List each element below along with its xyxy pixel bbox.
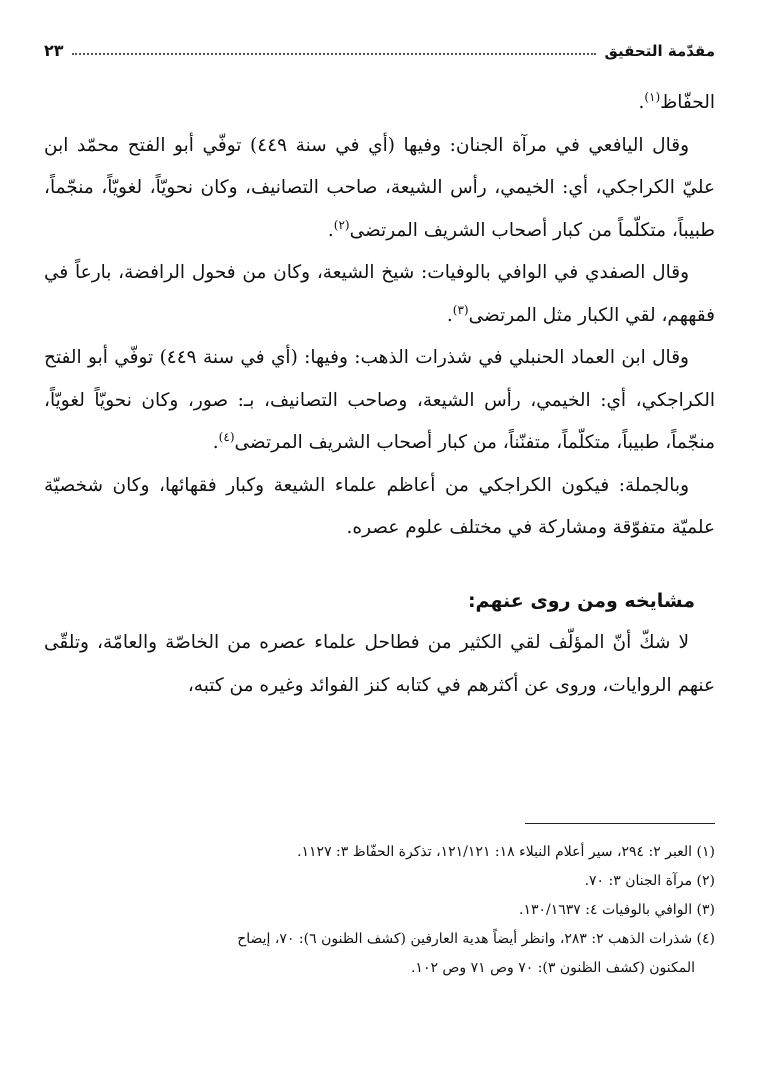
header-title: مقدّمة التحقيق bbox=[604, 42, 715, 60]
footnote-1: (١) العبر ٢: ٢٩٤، سير أعلام النبلاء ١٨: ١٢١/١٢١، تذكرة الحفّاظ ٣: ١١٢٧. bbox=[297, 844, 715, 860]
running-header bbox=[44, 34, 715, 60]
paragraph-text: الحفّاظ bbox=[660, 92, 715, 113]
footnote-ref: (٢) bbox=[333, 217, 350, 232]
section-gap bbox=[44, 550, 715, 580]
paragraph-end: . bbox=[638, 92, 645, 113]
paragraph-3 bbox=[44, 252, 715, 337]
footnote-ref: (٣) bbox=[452, 302, 469, 317]
paragraph-text: وقال الصفدي في الوافي بالوفيات: شيخ الشيعة، وكان من فحول الرافضة، بارعاً في فقههم، لقي الكبار مثل المرتضى bbox=[44, 262, 715, 326]
footnote-separator bbox=[525, 823, 715, 824]
paragraph-4 bbox=[44, 337, 715, 465]
section-heading: مشايخه ومن روى عنهم: bbox=[467, 589, 695, 612]
header-dot-leader bbox=[72, 53, 597, 55]
paragraph-2 bbox=[44, 125, 715, 253]
paragraph-1 bbox=[44, 82, 715, 125]
main-text bbox=[44, 82, 715, 707]
paragraph-text: وبالجملة: فيكون الكراجكي من أعاظم علماء الشيعة وكبار فقهائها، وكان شخصيّة علميّة متفوّقة ومشاركة في مختلف علوم عصره. bbox=[44, 474, 715, 538]
section-paragraph: لا شكّ أنّ المؤلّف لقي الكثير من فطاحل علماء عصره من الخاصّة والعامّة، وتلقّى عنهم الروايات، وروى عن أكثرهم في كتابه كنز الفوائد وغيره من كتبه، bbox=[44, 632, 715, 696]
footnote-2: (٢) مرآة الجنان ٣: ٧٠. bbox=[584, 873, 715, 889]
footnote-3: (٣) الوافي بالوفيات ٤: ١٣٠/١٦٣٧. bbox=[519, 902, 715, 918]
footnotes bbox=[44, 838, 715, 983]
footnote-4: (٤) شذرات الذهب ٢: ٢٨٣، وانظر أيضاً هدية العارفين (كشف الظنون ٦): ٧٠، إيضاح bbox=[237, 931, 715, 947]
paragraph-end: . bbox=[212, 432, 219, 453]
footnote-ref: (١) bbox=[644, 89, 661, 104]
footnote-ref: (٤) bbox=[218, 429, 235, 444]
footnote-4-continuation: المكنون (كشف الظنون ٣): ٧٠ وص ٧١ وص ١٠٢. bbox=[410, 960, 695, 976]
paragraph-text: وقال اليافعي في مرآة الجنان: وفيها (أي في سنة ٤٤٩) توفّي أبو الفتح محمّد ابن عليّ الكراجكي، أي: الخيمي، رأس الشيعة، صاحب التصانيف، وكان نحويّاً، لغويّاً، منجّماً، طبيباً، متكلّماً من كبار أصحاب الشريف المرتضى bbox=[44, 134, 715, 241]
paragraph-end: . bbox=[327, 219, 334, 241]
paragraph-5 bbox=[44, 465, 715, 550]
paragraph-text: وقال ابن العماد الحنبلي في شذرات الذهب: وفيها: (أي في سنة ٤٤٩) توفّي أبو الفتح الكراجكي، أي: الخيمي، رأس الشيعة، وصاحب التصانيف، بـ: صور، وكان نحويّاً لغويّاً، منجّماً، طبيباً، متكلّماً، متفنّناً، من كبار أصحاب الشريف المرتضى bbox=[44, 347, 715, 453]
page-number: ٢٣ bbox=[44, 41, 64, 60]
paragraph-end: . bbox=[446, 304, 453, 326]
